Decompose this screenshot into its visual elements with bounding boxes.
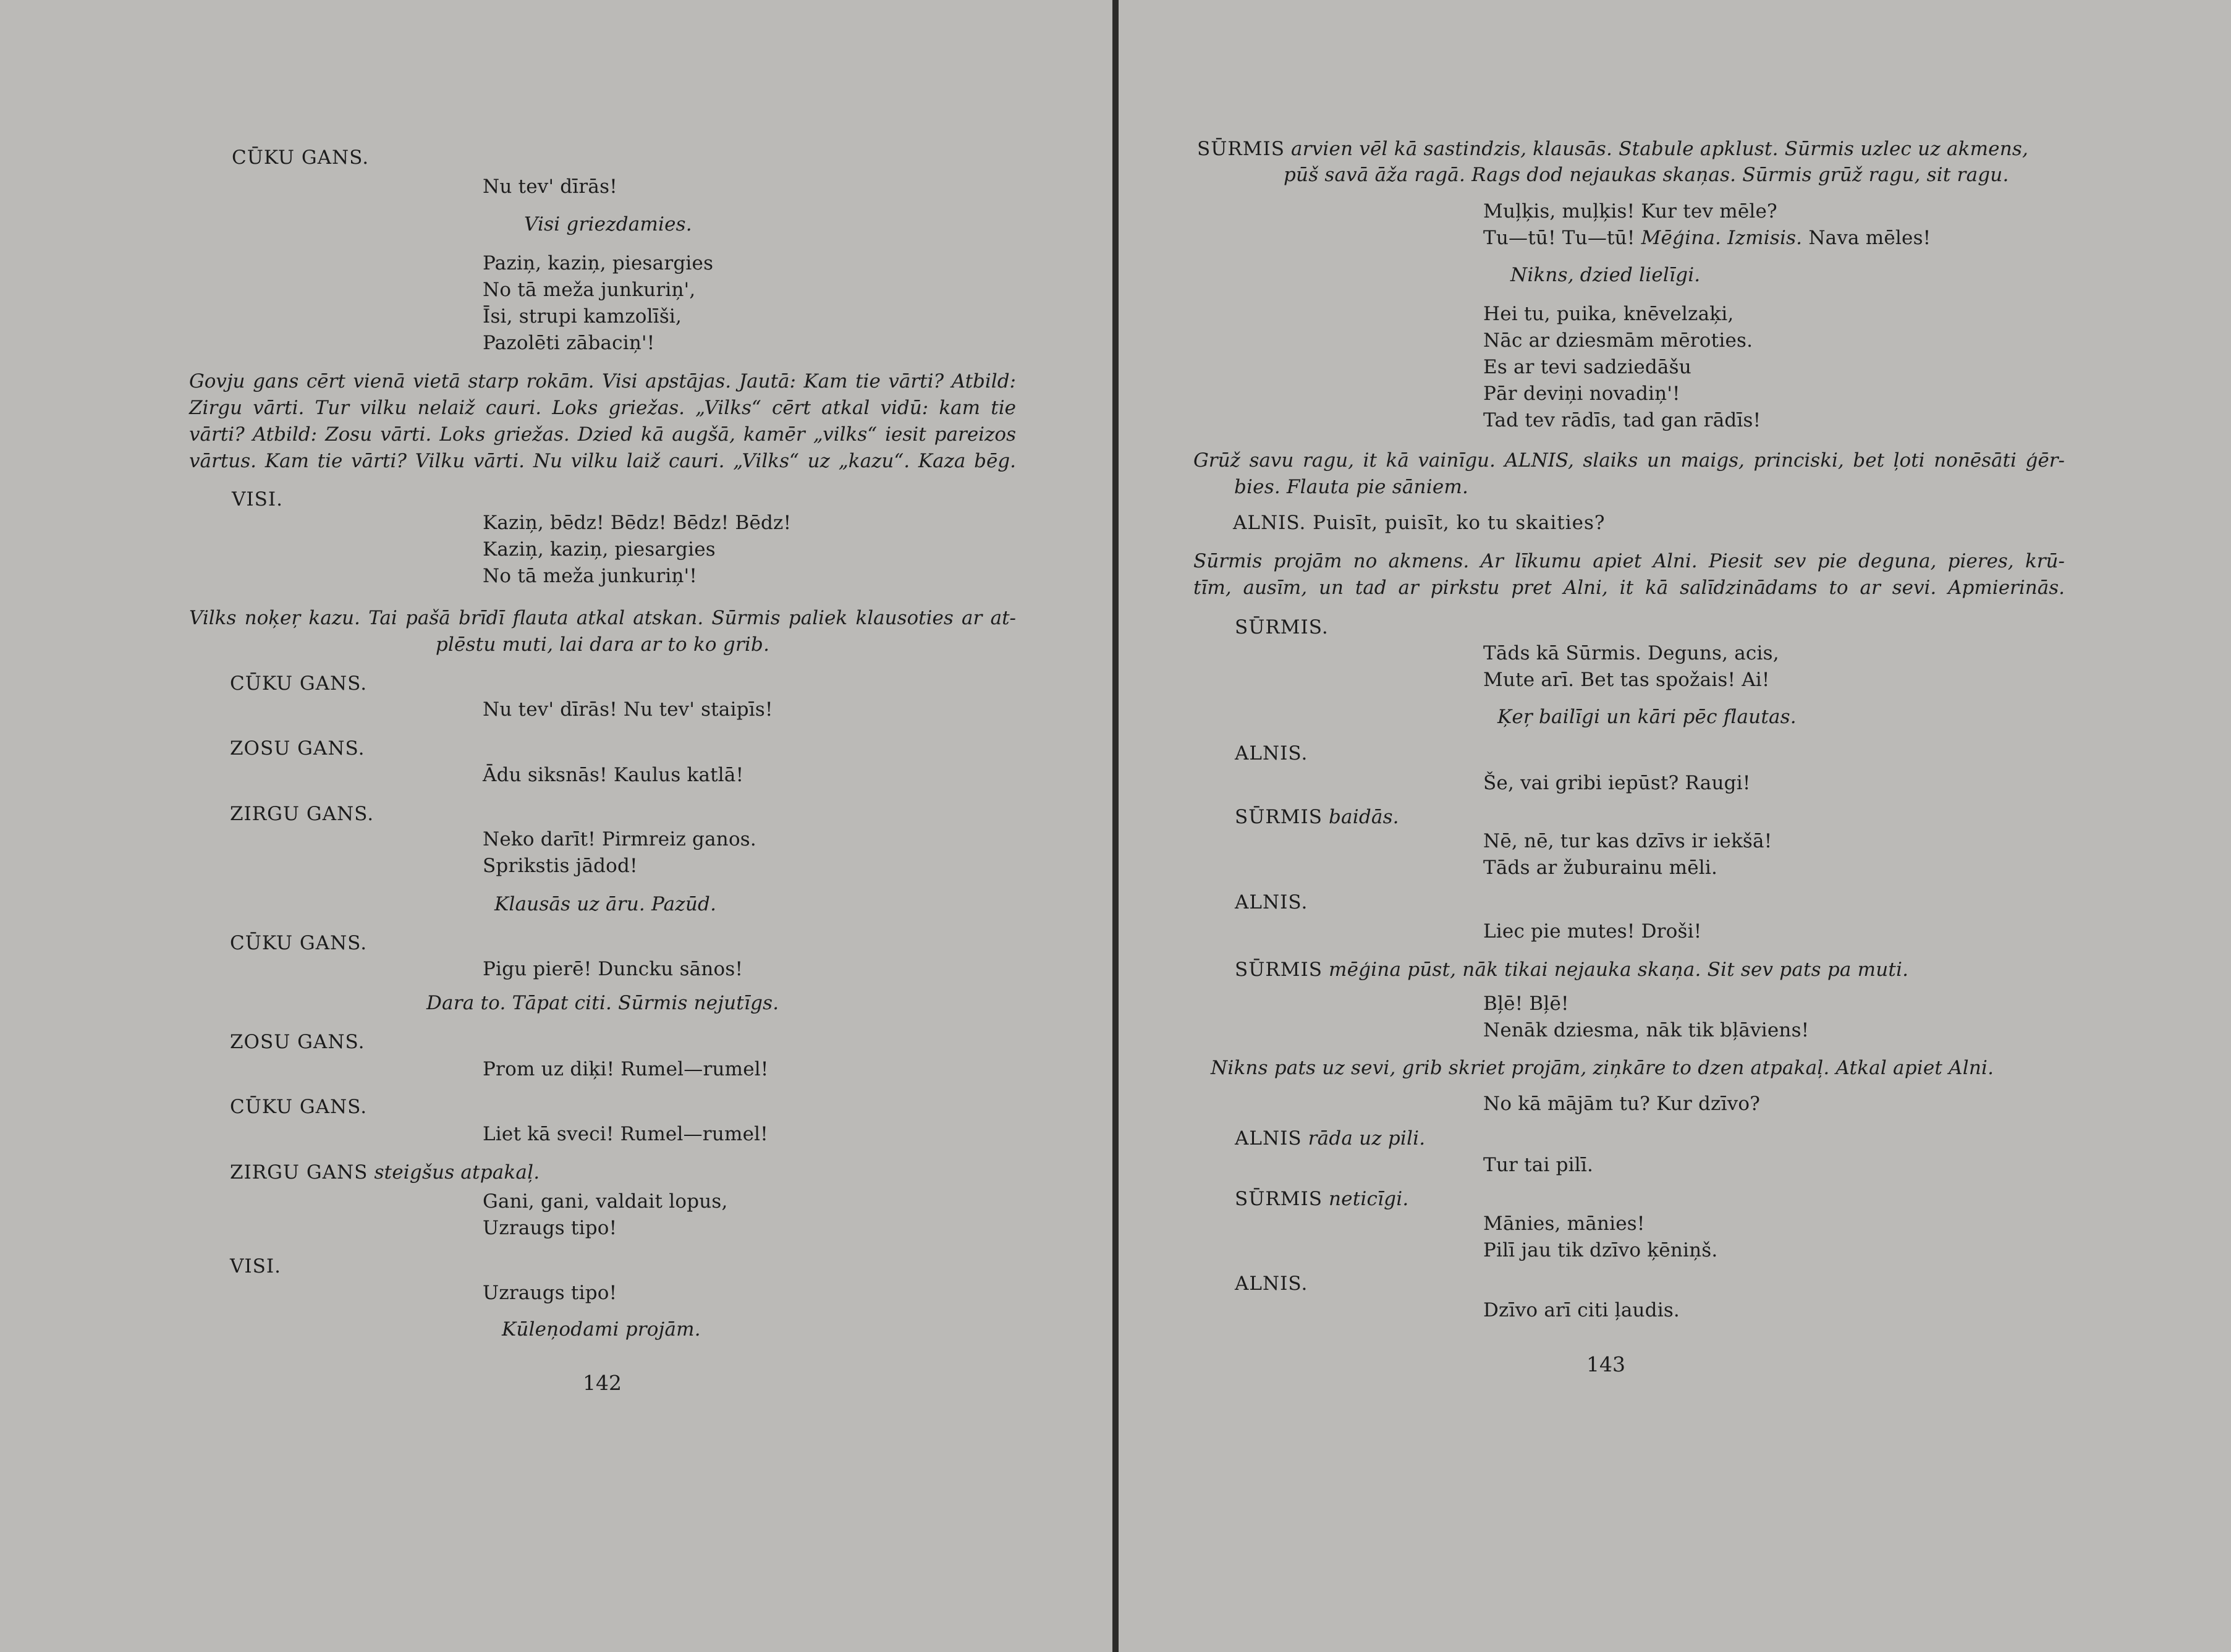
stage-direction: steigšus atpakaļ. bbox=[374, 1161, 540, 1184]
verse-line: Mute arī. Bet tas spožais! Ai! bbox=[1483, 669, 1770, 691]
speaker-with-direction bbox=[1235, 960, 1908, 980]
speaker-label: ALNIS. bbox=[1235, 1273, 1308, 1295]
verse-line-with-direction bbox=[1483, 229, 1931, 248]
stage-direction: arvien vēl kā sastindzis, klausās. Stabule apklust. Sūrmis uzlec uz akmens, bbox=[1291, 138, 2029, 160]
left-page bbox=[0, 0, 1112, 1652]
speaker-label: CŪKU GANS. bbox=[230, 672, 368, 695]
verse-line: No tā meža junkuriņ'! bbox=[483, 565, 698, 587]
speaker-with-direction bbox=[1235, 808, 1399, 827]
verse-line: Bļē! Bļē! bbox=[1483, 993, 1569, 1015]
stage-direction: vārti? Atbild: Zosu vārti. Loks griežas. Dzied kā augšā, kamēr „vilks“ iesit pareizos bbox=[189, 423, 1016, 446]
speaker-label: SŪRMIS bbox=[1235, 1188, 1323, 1210]
page-number: 142 bbox=[583, 1371, 622, 1395]
verse-line: No kā mājām tu? Kur dzīvo? bbox=[1483, 1093, 1761, 1115]
stage-direction: Nikns, dzied lielīgi. bbox=[1510, 264, 1701, 286]
speaker-label: SŪRMIS. bbox=[1235, 616, 1329, 638]
stage-direction: Visi griezdamies. bbox=[524, 213, 692, 235]
verse-line: Nu tev' dīrās! Nu tev' staipīs! bbox=[483, 698, 773, 721]
verse-line: Es ar tevi sadziedāšu bbox=[1483, 356, 1691, 378]
verse-text: Nava mēles! bbox=[1808, 227, 1931, 249]
verse-line: Tur tai pilī. bbox=[1483, 1154, 1594, 1176]
right-page bbox=[1119, 0, 2231, 1652]
speaker-label: ZOSU GANS. bbox=[230, 737, 365, 760]
verse-line: Gani, gani, valdait lopus, bbox=[483, 1190, 728, 1213]
speaker-label: SŪRMIS bbox=[1197, 138, 1285, 160]
verse-line: Liec pie mutes! Droši! bbox=[1483, 920, 1702, 942]
verse-line: Muļķis, muļķis! Kur tev mēle? bbox=[1483, 200, 1777, 222]
verse-line: Še, vai gribi iepūst? Raugi! bbox=[1483, 772, 1751, 794]
verse-line: Ādu siksnās! Kaulus katlā! bbox=[483, 764, 744, 786]
verse-line: Paziņ, kaziņ, piesargies bbox=[483, 252, 714, 274]
stage-direction: tīm, ausīm, un tad ar pirkstu pret Alni, it kā salīdzinādams to ar sevi. Apmierinās. bbox=[1193, 577, 2065, 599]
stage-direction: Nikns pats uz sevi, grib skriet projām, ziņkāre to dzen atpakaļ. Atkal apiet Alni. bbox=[1211, 1057, 1994, 1079]
speaker-label: VISI. bbox=[232, 488, 283, 510]
speaker-label: ALNIS. bbox=[1235, 742, 1308, 765]
speaker-label: SŪRMIS bbox=[1235, 806, 1323, 828]
verse-line: Īsi, strupi kamzolīši, bbox=[483, 305, 682, 328]
stage-direction: Zirgu vārti. Tur vilku nelaiž cauri. Loks griežas. „Vilks“ cērt atkal vidū: kam tie bbox=[189, 397, 1016, 419]
verse-line: Mānies, mānies! bbox=[1483, 1213, 1645, 1235]
verse-line: Hei tu, puika, knēvelzaķi, bbox=[1483, 303, 1734, 325]
speaker-label: ZIRGU GANS bbox=[230, 1161, 368, 1184]
stage-direction: neticīgi. bbox=[1329, 1188, 1409, 1210]
verse-text: Tu—tū! Tu—tū! bbox=[1483, 227, 1635, 249]
speaker-label: ZIRGU GANS. bbox=[230, 803, 375, 825]
verse-line: Pazolēti zābaciņ'! bbox=[483, 332, 655, 354]
verse-line: Tāds ar žuburainu mēli. bbox=[1483, 857, 1718, 879]
speaker-with-direction bbox=[1197, 140, 2065, 159]
verse-line: Pār deviņi novadiņ'! bbox=[1483, 383, 1680, 405]
verse-line: Kaziņ, kaziņ, piesargies bbox=[483, 538, 716, 561]
verse-line: Tāds kā Sūrmis. Deguns, acis, bbox=[1483, 642, 1779, 664]
verse-line: No tā meža junkuriņ', bbox=[483, 279, 696, 301]
speaker-label: SŪRMIS bbox=[1235, 959, 1323, 981]
stage-direction: pūš savā āža ragā. Rags dod nejaukas skaņas. Sūrmis grūž ragu, sit ragu. bbox=[1284, 164, 2009, 186]
verse-line: Kaziņ, bēdz! Bēdz! Bēdz! Bēdz! bbox=[483, 512, 792, 534]
speaker-label: CŪKU GANS. bbox=[232, 146, 370, 169]
stage-direction: Grūž savu ragu, it kā vainīgu. ALNIS, slaiks un maigs, princiski, bet ļoti nonēsāti ģēr- bbox=[1193, 449, 2065, 472]
verse-line: Nāc ar dziesmām mēroties. bbox=[1483, 329, 1753, 352]
speaker-label: ZOSU GANS. bbox=[230, 1031, 365, 1053]
speaker-label: ALNIS. bbox=[1235, 891, 1308, 913]
verse-line: Neko darīt! Pirmreiz ganos. bbox=[483, 828, 756, 850]
verse-line: Dzīvo arī citi ļaudis. bbox=[1483, 1299, 1680, 1321]
verse-line: Pilī jau tik dzīvo ķēniņš. bbox=[1483, 1239, 1718, 1261]
verse-line: Prom uz diķi! Rumel—rumel! bbox=[483, 1058, 769, 1080]
speaker-label: CŪKU GANS. bbox=[230, 932, 368, 954]
stage-direction: Vilks noķeŗ kazu. Tai pašā brīdī flauta atkal atskan. Sūrmis paliek klausoties ar at- bbox=[189, 607, 1016, 629]
stage-direction: Kūleņodami projām. bbox=[502, 1318, 701, 1341]
verse-line: Liet kā sveci! Rumel—rumel! bbox=[483, 1123, 768, 1145]
verse-line: Nenāk dziesma, nāk tik bļāviens! bbox=[1483, 1019, 1810, 1041]
verse-line: Uzraugs tipo! bbox=[483, 1282, 617, 1304]
page-number: 143 bbox=[1586, 1352, 1625, 1376]
gutter bbox=[1112, 0, 1119, 1652]
speaker-line: ALNIS. Puisīt, puisīt, ko tu skaities? bbox=[1233, 512, 1606, 534]
stage-direction: Govju gans cērt vienā vietā starp rokām. Visi apstājas. Jautā: Kam tie vārti? Atbild: bbox=[189, 370, 1016, 392]
speaker-with-direction bbox=[1235, 1129, 1425, 1148]
stage-direction: Klausās uz āru. Pazūd. bbox=[494, 893, 717, 915]
verse-line: Nu tev' dīrās! bbox=[483, 176, 617, 198]
speaker-label: CŪKU GANS. bbox=[230, 1096, 368, 1118]
stage-direction: Sūrmis projām no akmens. Ar līkumu apiet Alni. Piesit sev pie deguna, pieres, krū- bbox=[1193, 550, 2065, 572]
stage-direction: rāda uz pili. bbox=[1308, 1127, 1426, 1150]
stage-direction: Dara to. Tāpat citi. Sūrmis nejutīgs. bbox=[426, 992, 779, 1014]
stage-direction: mēģina pūst, nāk tikai nejauka skaņa. Sit sev pats pa muti. bbox=[1329, 959, 1909, 981]
stage-direction: vārtus. Kam tie vārti? Vilku vārti. Nu vilku laiž cauri. „Vilks“ uz „kazu“. Kaza bēg. bbox=[189, 450, 1016, 472]
speaker-with-direction bbox=[230, 1163, 540, 1182]
speaker-label: VISI. bbox=[230, 1255, 281, 1277]
verse-line: Pigu pierē! Duncku sānos! bbox=[483, 958, 743, 980]
stage-direction: baidās. bbox=[1329, 806, 1399, 828]
speaker-label: ALNIS bbox=[1235, 1127, 1302, 1150]
speaker-with-direction bbox=[1235, 1190, 1408, 1209]
verse-line: Nē, nē, tur kas dzīvs ir iekšā! bbox=[1483, 830, 1772, 852]
stage-direction: bies. Flauta pie sāniem. bbox=[1234, 476, 1469, 498]
verse-line: Tad tev rādīs, tad gan rādīs! bbox=[1483, 409, 1761, 431]
verse-line: Sprikstis jādod! bbox=[483, 855, 638, 877]
stage-direction: plēstu muti, lai dara ar to ko grib. bbox=[435, 633, 770, 656]
stage-direction: Ķeŗ bailīgi un kāri pēc flautas. bbox=[1497, 706, 1797, 728]
stage-direction: Mēģina. Izmisis. bbox=[1641, 227, 1803, 249]
verse-line: Uzraugs tipo! bbox=[483, 1217, 617, 1239]
